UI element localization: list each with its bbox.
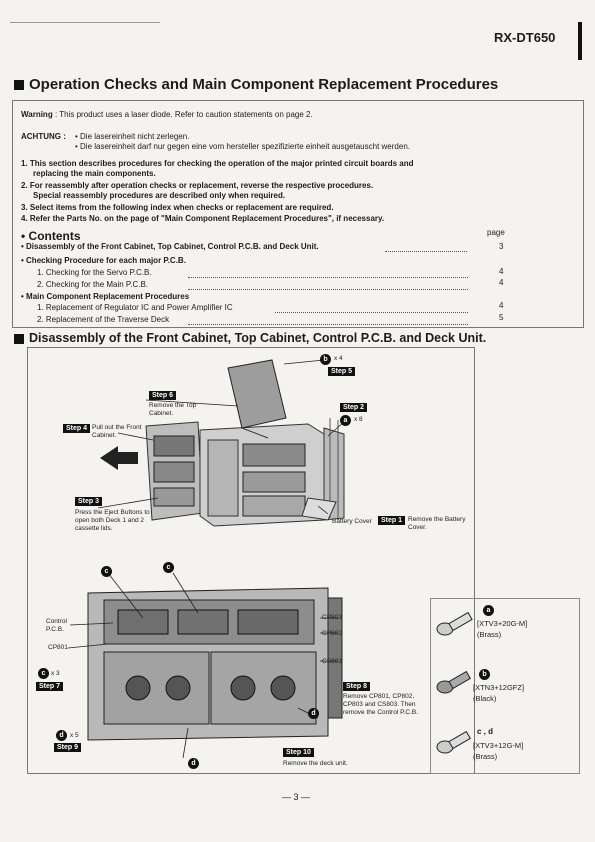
contents-leader (188, 277, 468, 278)
warning-line (21, 110, 313, 119)
screw-b-marker: b (479, 669, 490, 680)
screw-cd-marker: c , d (477, 727, 494, 736)
contents-item: • Checking Procedure for each major P.C.B. (21, 256, 186, 265)
contents-item: 2. Replacement of the Traverse Deck (37, 315, 170, 324)
model-number: RX-DT650 (494, 30, 556, 45)
step10-badge: Step 10 (283, 748, 314, 757)
step4-badge: Step 4 (63, 424, 90, 433)
page-title-text: Operation Checks and Main Component Replacement Procedures (29, 76, 499, 93)
achtung-line-1: • Die lasereinheit nicht zerlegen. (75, 132, 190, 141)
page-number: — 3 — (282, 792, 311, 802)
screw-c-marker: c (38, 668, 49, 679)
step1-caption: Remove the Battery Cover. (408, 516, 466, 531)
section-title (14, 331, 486, 345)
cp803-label: CP803 (322, 614, 342, 621)
control-pcb-label: Control P.C.B. (46, 618, 67, 633)
step1-badge: Step 1 (378, 516, 405, 525)
step10-caption: Remove the deck unit. (283, 760, 348, 767)
screw-b-part: [XTN3+12GFZ] (473, 683, 525, 692)
screw-d-marker: d (56, 730, 67, 741)
screw-c-marker: c (163, 562, 174, 573)
contents-item: • Main Component Replacement Procedures (21, 292, 190, 301)
contents-item: 1. Replacement of Regulator IC and Power Amplifier IC (37, 303, 233, 312)
title-bullet (14, 80, 24, 90)
contents-page: 3 (499, 242, 504, 251)
step5-badge: Step 5 (328, 367, 355, 376)
contents-item: • Disassembly of the Front Cabinet, Top Cabinet, Control P.C.B. and Deck Unit. (21, 242, 319, 251)
achtung-line-2: • Die lasereinheit darf nur gegen eine vom hersteller spezifizierte einheit ausgetauscht werden. (75, 142, 410, 151)
cs803-label: CS803 (322, 658, 342, 665)
screw-a-part: [XTV3+20G-M] (477, 619, 528, 628)
warning-label: Warning (21, 110, 53, 119)
instruction-4: 4. Refer the Parts No. on the page of "Main Component Replacement Procedures", if necessary. (21, 214, 385, 223)
screw-a-material: (Brass) (477, 630, 502, 639)
instruction-2b: Special reassembly procedures are described only when required. (33, 191, 286, 200)
step6-caption: Remove the Top Cabinet. (149, 402, 197, 417)
step8-badge: Step 8 (343, 682, 370, 691)
contents-item: 1. Checking for the Servo P.C.B. (37, 268, 152, 277)
contents-leader (275, 312, 468, 313)
screw-cd-material: (Brass) (473, 752, 498, 761)
screw-b-material: (Black) (473, 694, 497, 703)
screw-b-marker: b (320, 354, 331, 365)
intro-box (12, 100, 584, 328)
screw-a-marker: a (483, 605, 494, 616)
figure-box (27, 347, 475, 774)
step2-note: x 8 (354, 416, 363, 423)
achtung-label: ACHTUNG : (21, 132, 66, 141)
contents-page: 5 (499, 313, 504, 322)
cp801-label: CP801 (48, 644, 68, 651)
step4-caption: Pull out the Front Cabinet. (92, 424, 142, 439)
step2-badge: Step 2 (340, 403, 367, 412)
contents-leader (188, 324, 468, 325)
instruction-1b: replacing the main components. (33, 169, 156, 178)
step7-badge: Step 7 (36, 682, 63, 691)
section-title-text: Disassembly of the Front Cabinet, Top Cabinet, Control P.C.B. and Deck Unit. (29, 331, 487, 345)
screw-d-marker: d (188, 758, 199, 769)
cp802-label: CP802 (322, 630, 342, 637)
warning-text: : This product uses a laser diode. Refer to caution statements on page 2. (54, 110, 313, 119)
instruction-3: 3. Select items from the following index when checks or replacement are required. (21, 203, 334, 212)
contents-page: 4 (499, 278, 504, 287)
page-title (14, 76, 498, 93)
model-bar (578, 22, 582, 60)
contents-page-label: page (487, 228, 505, 237)
section-bullet (14, 334, 24, 344)
contents-page: 4 (499, 301, 504, 310)
contents-page: 4 (499, 267, 504, 276)
battery-cover-label: Battery Cover (332, 518, 372, 525)
step9-badge: Step 9 (54, 743, 81, 752)
contents-heading: • Contents (21, 229, 81, 243)
step3-badge: Step 3 (75, 497, 102, 506)
step5-note: x 4 (334, 355, 343, 362)
step6-badge: Step 6 (149, 391, 176, 400)
screw-a-icon (437, 613, 472, 635)
contents-leader (188, 289, 468, 290)
instruction-1: 1. This section describes procedures for checking the operation of the major printed circuit boards and (21, 159, 414, 168)
instruction-2: 2. For reassembly after operation checks or replacement, reverse the respective procedures. (21, 181, 374, 190)
screw-b-icon (437, 672, 470, 693)
contents-item: 2. Checking for the Main P.C.B. (37, 280, 149, 289)
screw-cd-icon (437, 732, 470, 753)
contents-leader (385, 251, 467, 252)
screw-c-marker: c (101, 566, 112, 577)
screw-a-marker: a (340, 415, 351, 426)
step9-note: x 5 (70, 732, 79, 739)
header-rule (10, 22, 160, 23)
step8-caption: Remove CP801, CP802, CP803 and CS803. Then remove the Control P.C.B. (343, 693, 419, 716)
screw-legend (430, 598, 580, 774)
step3-caption: Press the Eject Buttons to open both Deck 1 and 2 cassette lids. (75, 509, 150, 532)
screw-d-marker: d (308, 708, 319, 719)
step7-note: x 3 (51, 670, 60, 677)
screw-cd-part: [XTV3+12G-M] (473, 741, 524, 750)
